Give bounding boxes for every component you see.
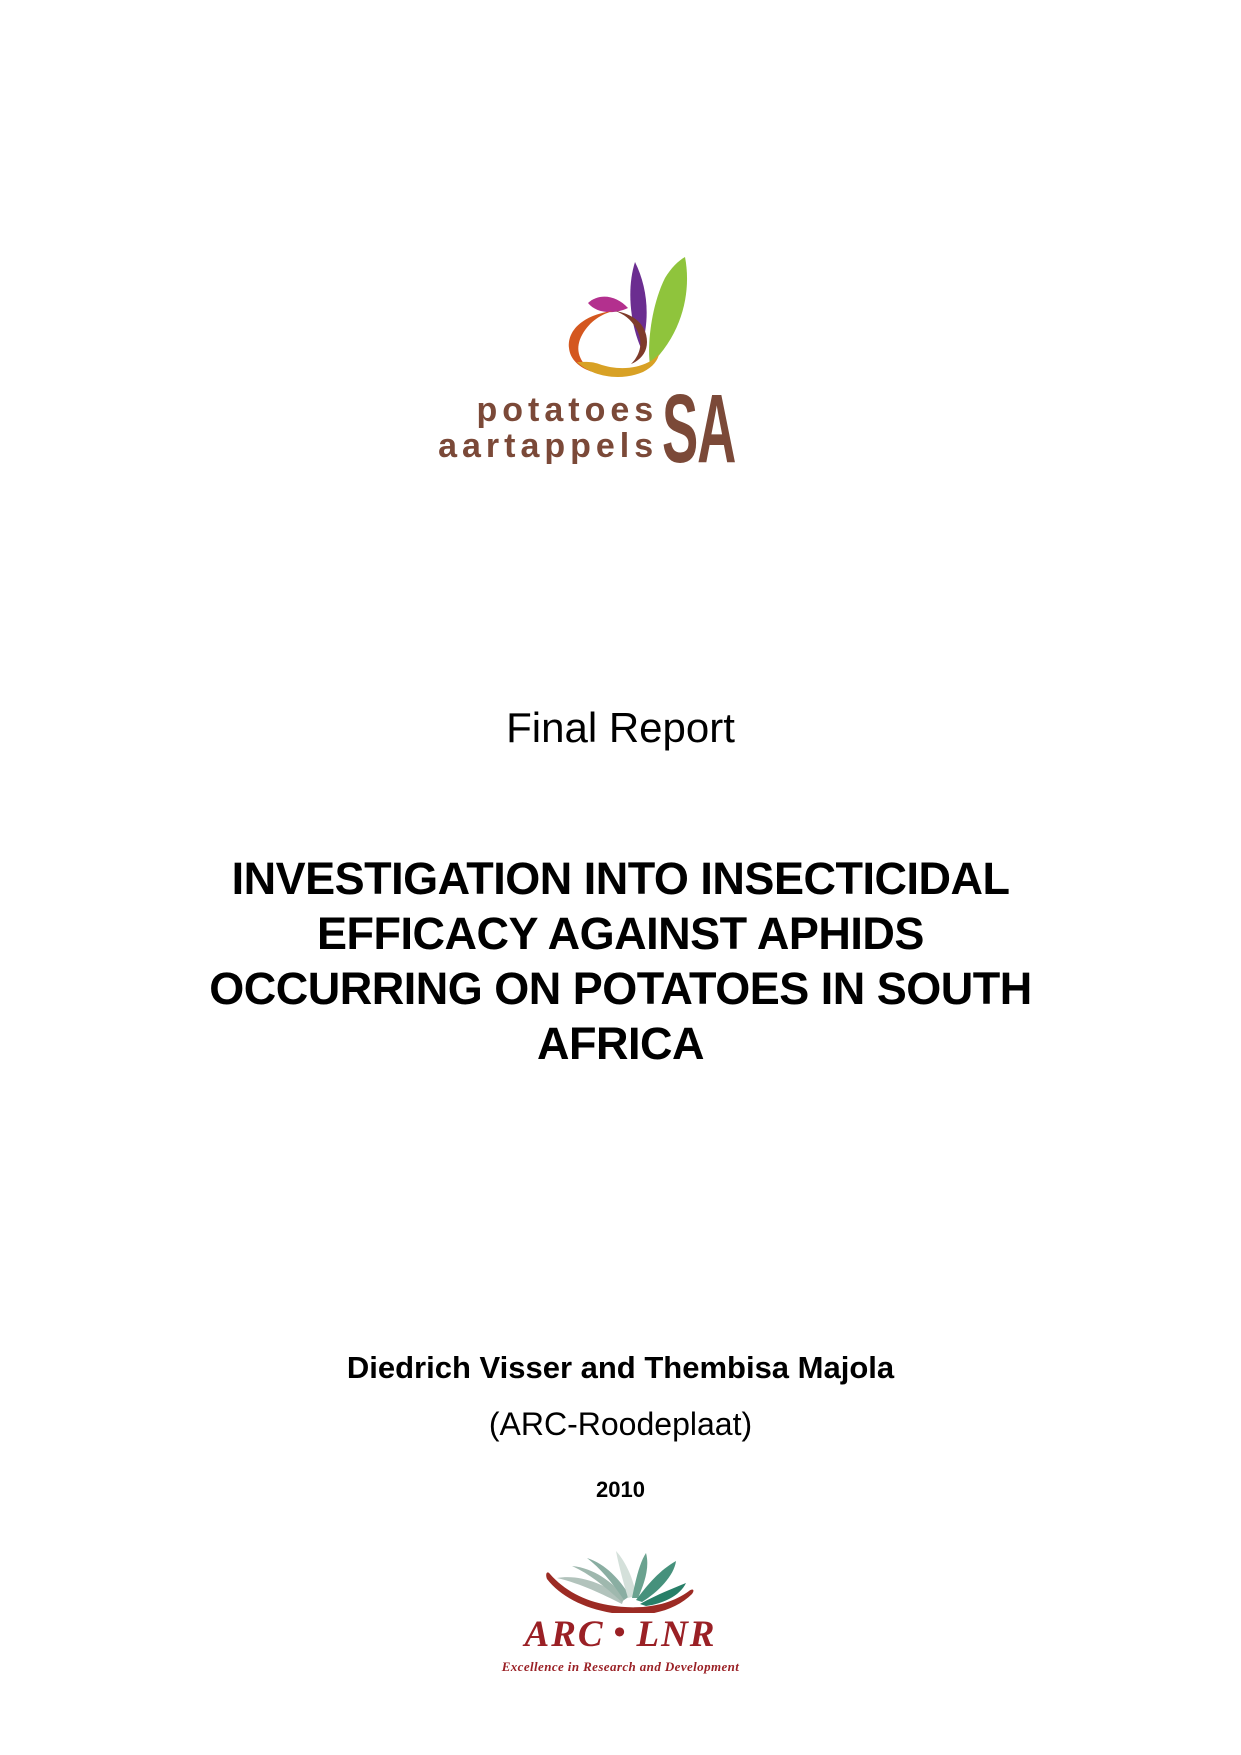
arc-lnr-fan-icon [542, 1546, 699, 1613]
report-title [0, 851, 1241, 1071]
potatoes-logo-text-af: aartappels [438, 427, 659, 465]
swirl-green-leaf [649, 257, 687, 365]
report-title-line-3: OCCURRING ON POTATOES IN SOUTH [209, 963, 1032, 1014]
report-title-line-2: EFFICACY AGAINST APHIDS [317, 908, 924, 959]
report-type-heading: Final Report [506, 704, 735, 751]
potatoes-logo-text-en: potatoes [476, 391, 659, 429]
arc-wordmark-separator-icon: • [613, 1614, 628, 1651]
arc-lnr-logo [0, 1546, 1241, 1675]
potatoes-logo-names [438, 392, 658, 464]
arc-lnr-wordmark [525, 1616, 717, 1653]
report-year: 2010 [596, 1477, 645, 1502]
report-authors: Diedrich Visser and Thembisa Majola [346, 1350, 895, 1385]
swirl-magenta-leaf [588, 297, 628, 312]
potatoes-sa-logo [0, 256, 1236, 484]
arc-wordmark-af: LNR [636, 1614, 717, 1655]
potatoes-sa-swirl-icon [543, 256, 689, 379]
swirl-gold-crescent [577, 354, 659, 377]
arc-lnr-tagline: Excellence in Research and Development [501, 1659, 740, 1674]
arc-wordmark-en: ARC [524, 1614, 605, 1655]
report-title-line-1: INVESTIGATION INTO INSECTICIDAL [231, 853, 1010, 904]
potatoes-logo-wordmark [438, 374, 793, 484]
potatoes-logo-text-sa: SA [662, 374, 736, 484]
report-title-line-4: AFRICA [537, 1018, 704, 1069]
report-affiliation: (ARC-Roodeplaat) [488, 1406, 753, 1442]
